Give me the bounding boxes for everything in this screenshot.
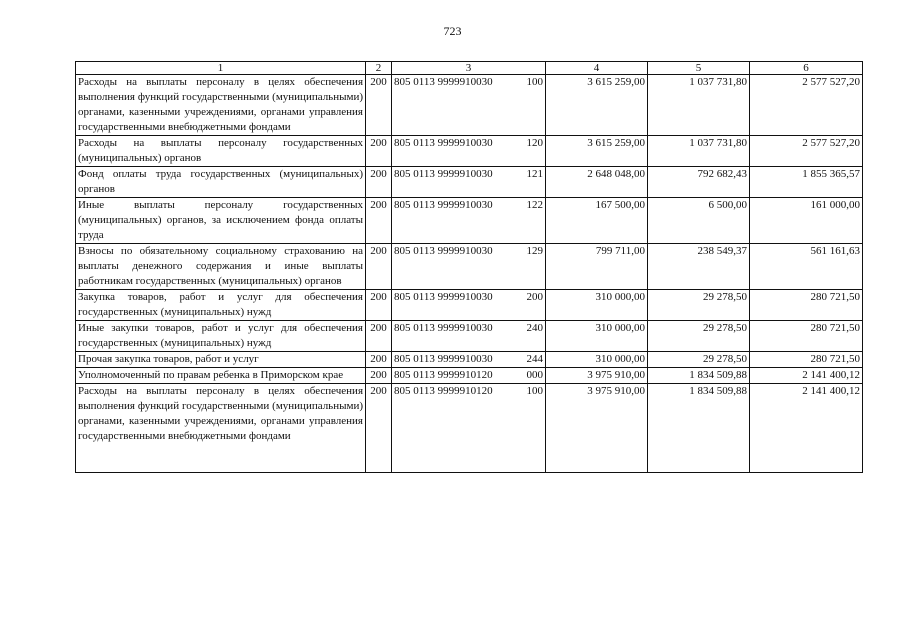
row-kvr: 000: [526, 369, 543, 381]
row-name: Фонд оплаты труда государственных (муниципальных) органов: [76, 167, 366, 198]
row-code: 805 0113 9999910120: [394, 369, 493, 381]
header-col-5: 5: [648, 62, 750, 75]
table-row: [76, 321, 863, 352]
row-code: 805 0113 9999910030: [394, 322, 493, 334]
row-name: Уполномоченный по правам ребенка в Приморском крае: [76, 368, 366, 384]
row-col5: 29 278,50: [648, 321, 750, 352]
row-col5: 1 037 731,80: [648, 136, 750, 167]
row-code: 805 0113 9999910030: [394, 199, 493, 211]
row-code-cell: [392, 352, 546, 368]
row-col6: 1 855 365,57: [750, 167, 863, 198]
row-kvr: 240: [526, 322, 543, 334]
row-code: 805 0113 9999910030: [394, 137, 493, 149]
row-code-cell: [392, 290, 546, 321]
row-kvr: 122: [526, 199, 543, 211]
row-col4: 2 648 048,00: [546, 167, 648, 198]
row-code: 805 0113 9999910030: [394, 291, 493, 303]
table-row: [76, 244, 863, 290]
row-col6: 280 721,50: [750, 290, 863, 321]
row-kvr: 120: [526, 137, 543, 149]
row-kvr: 121: [526, 168, 543, 180]
row-col5: 29 278,50: [648, 352, 750, 368]
row-col4: 3 615 259,00: [546, 75, 648, 136]
row-code-cell: [392, 167, 546, 198]
row-col4: 799 711,00: [546, 244, 648, 290]
row-col5: 29 278,50: [648, 290, 750, 321]
header-col-4: 4: [546, 62, 648, 75]
table-row: [76, 198, 863, 244]
row-name: Расходы на выплаты персоналу в целях обеспечения выполнения функций государственными (муниципальными) органами, казенными учреждениями, органами управления государственными внебюджетными фондами: [76, 384, 366, 473]
row-col2: 200: [366, 384, 392, 473]
header-row: [76, 62, 863, 75]
header-col-2: 2: [366, 62, 392, 75]
row-name: Расходы на выплаты персоналу в целях обеспечения выполнения функций государственными (муниципальными) органами, казенными учреждениями, органами управления государственными внебюджетными фондами: [76, 75, 366, 136]
row-name: Иные закупки товаров, работ и услуг для обеспечения государственных (муниципальных) нужд: [76, 321, 366, 352]
table-row: [76, 75, 863, 136]
row-col5: 6 500,00: [648, 198, 750, 244]
row-code-cell: [392, 384, 546, 473]
row-code-cell: [392, 136, 546, 167]
table-row: [76, 167, 863, 198]
row-col2: 200: [366, 244, 392, 290]
row-name: Расходы на выплаты персоналу государственных (муниципальных) органов: [76, 136, 366, 167]
row-col6: 280 721,50: [750, 352, 863, 368]
row-col6: 561 161,63: [750, 244, 863, 290]
row-code: 805 0113 9999910120: [394, 385, 493, 397]
row-code: 805 0113 9999910030: [394, 245, 493, 257]
row-code: 805 0113 9999910030: [394, 353, 493, 365]
row-code-cell: [392, 244, 546, 290]
header-col-1: 1: [76, 62, 366, 75]
row-col4: 3 615 259,00: [546, 136, 648, 167]
row-col6: 2 577 527,20: [750, 136, 863, 167]
header-col-6: 6: [750, 62, 863, 75]
row-kvr: 200: [526, 291, 543, 303]
table-row: [76, 290, 863, 321]
row-name: Прочая закупка товаров, работ и услуг: [76, 352, 366, 368]
row-col6: 2 141 400,12: [750, 384, 863, 473]
row-col4: 3 975 910,00: [546, 384, 648, 473]
row-col2: 200: [366, 198, 392, 244]
row-col6: 161 000,00: [750, 198, 863, 244]
row-col2: 200: [366, 321, 392, 352]
row-col2: 200: [366, 75, 392, 136]
row-col2: 200: [366, 136, 392, 167]
page-number: 723: [443, 24, 462, 38]
row-name: Закупка товаров, работ и услуг для обеспечения государственных (муниципальных) нужд: [76, 290, 366, 321]
row-code-cell: [392, 321, 546, 352]
row-code-cell: [392, 198, 546, 244]
row-col4: 310 000,00: [546, 352, 648, 368]
row-col5: 238 549,37: [648, 244, 750, 290]
row-col5: 1 037 731,80: [648, 75, 750, 136]
row-kvr: 100: [526, 385, 543, 397]
row-col6: 280 721,50: [750, 321, 863, 352]
table-row: [76, 368, 863, 384]
row-name: Взносы по обязательному социальному страхованию на выплаты денежного содержания и иные выплаты работникам государственных (муниципальных) органов: [76, 244, 366, 290]
row-col5: 792 682,43: [648, 167, 750, 198]
row-col6: 2 577 527,20: [750, 75, 863, 136]
row-col2: 200: [366, 290, 392, 321]
row-code-cell: [392, 75, 546, 136]
row-kvr: 129: [526, 245, 543, 257]
table-row: [76, 136, 863, 167]
row-col4: 310 000,00: [546, 290, 648, 321]
row-col4: 3 975 910,00: [546, 368, 648, 384]
table-row: [76, 384, 863, 473]
row-code-cell: [392, 368, 546, 384]
row-col4: 310 000,00: [546, 321, 648, 352]
header-col-3: 3: [392, 62, 546, 75]
row-col5: 1 834 509,88: [648, 368, 750, 384]
table-row: [76, 352, 863, 368]
row-col2: 200: [366, 368, 392, 384]
row-kvr: 100: [526, 76, 543, 88]
row-kvr: 244: [526, 353, 543, 365]
row-col5: 1 834 509,88: [648, 384, 750, 473]
row-code: 805 0113 9999910030: [394, 76, 493, 88]
row-name: Иные выплаты персоналу государственных (муниципальных) органов, за исключением фонда оплаты труда: [76, 198, 366, 244]
row-col2: 200: [366, 167, 392, 198]
budget-table: [75, 61, 863, 473]
row-col6: 2 141 400,12: [750, 368, 863, 384]
row-col4: 167 500,00: [546, 198, 648, 244]
row-code: 805 0113 9999910030: [394, 168, 493, 180]
row-col2: 200: [366, 352, 392, 368]
